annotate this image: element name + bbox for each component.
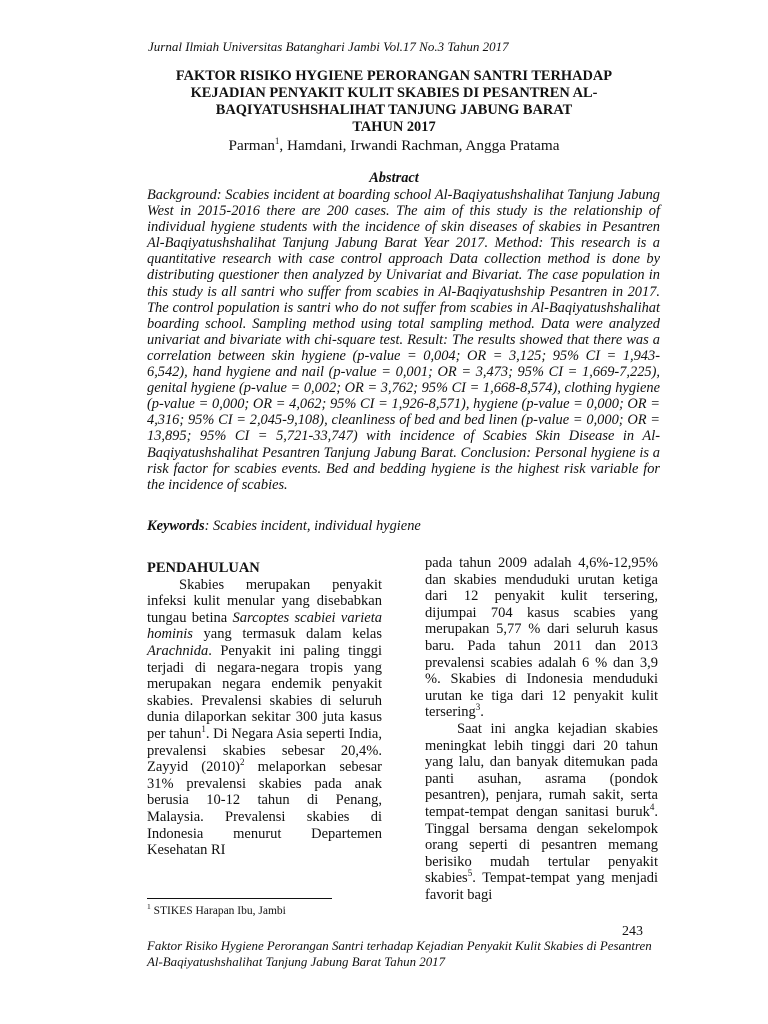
section-heading: PENDAHULUAN bbox=[147, 560, 260, 576]
title-line: FAKTOR RISIKO HYGIENE PERORANGAN SANTRI TERHADAP bbox=[175, 68, 613, 84]
citation-marker: 4 bbox=[649, 802, 655, 813]
other-authors: , Hamdani, Irwandi Rachman, Angga Pratama bbox=[279, 137, 560, 154]
paragraph bbox=[147, 577, 382, 859]
citation-marker: 3 bbox=[475, 702, 481, 713]
citation-marker: 1 bbox=[201, 724, 206, 735]
paragraph bbox=[425, 721, 658, 904]
footnote-text: STIKES Harapan Ibu, Jambi bbox=[150, 905, 286, 917]
affiliation-marker: 1 bbox=[274, 135, 280, 146]
abstract-body: Background: Scabies incident at boarding school Al-Baqiyatushshalihat Tanjung Jabung West in 2015-2016 there are 200 cases. The aim of this study is the relationship of individual hygiene students with the incidence of skin diseases of skabies in Pesantren Al-Baqiyatushshalihat Tanjung Jabung Barat Year 2017. Method: This research is a quantitative research with case control approach Data collection method is done by distributing questioner then analyzed by Univariat and Bivariat. The case population in this study is all santri who suffer from scabies in Al-Baqiyatushship Pesantren in 2017. The control population is santri who do not suffer from scabies in Al-Baqiyatushshalihat boarding school. Sampling method using total sampling method. Data were analyzed univariat and bivariate with chi-square test. Result: The results showed that there was a correlation between skin hygiene (p-value = 0,004; OR = 3,125; 95% CI = 1,943-6,542), hand hygiene and nail (p-value = 0,001; OR = 3,473; 95% CI = 1,669-7,225), genital hygiene (p-value = 0,002; OR = 3,762; 95% CI = 1,668-8,574), clothing hygiene (p-value = 0,000; OR = 4,062; 95% CI = 1,926-8,571), hygiene (p-value = 0,000; OR = 4,316; 95% CI = 2,045-9,108), cleanliness of bed and bed linen (p-value = 0,000; OR = 13,895; 95% CI = 5,721-33,747) with incidence of Scabies Skin Disease in Al-Baqiyatushshalihat Pesantren Tanjung Jabung Barat. Conclusion: Personal hygiene is a risk factor for scabies events. Bed and bedding hygiene is the highest risk variable for the incidence of scabies. bbox=[147, 187, 660, 493]
keywords-label: Keywords bbox=[147, 518, 205, 534]
text-run: Saat ini angka kejadian skabies meningkat lebih tinggi dari 20 tahun yang lalu, dan banyak ditemukan pada panti asuhan, asrama (pondok pesantren), penjara, rumah sakit, serta tempat-tempat dengan sanitasi buruk bbox=[425, 720, 658, 820]
right-column bbox=[425, 555, 658, 903]
keywords-text: : Scabies incident, individual hygiene bbox=[204, 518, 421, 534]
keywords bbox=[147, 518, 421, 535]
text-run: . Di Negara Asia seperti India, prevalensi skabies sebesar 20,4%. Zayyid (2010) bbox=[147, 725, 382, 776]
text-run: . Penyakit ini paling tinggi terjadi di negara-negara tropis yang merupakan negara endemik penyakit skabies. Prevalensi skabies di seluruh dunia dilaporkan sekitar 300 juta kasus per tahun bbox=[147, 642, 382, 742]
text-run: yang termasuk dalam kelas bbox=[192, 626, 382, 643]
footnote-divider bbox=[147, 898, 332, 899]
article-title bbox=[140, 68, 648, 136]
paragraph bbox=[425, 555, 658, 721]
title-line: BAQIYATUSHSHALIHAT TANJUNG JABUNG BARAT bbox=[215, 102, 573, 118]
left-column bbox=[147, 560, 382, 859]
citation-marker: 2 bbox=[239, 757, 245, 768]
text-run: . Tempat-tempat yang menjadi favorit bagi bbox=[425, 870, 658, 903]
running-footer: Faktor Risiko Hygiene Perorangan Santri terhadap Kejadian Penyakit Kulit Skabies di Pesantren Al-Baqiyatushshalihat Tanjung Jabung Barat Tahun 2017 bbox=[147, 939, 652, 969]
title-line: KEJADIAN PENYAKIT KULIT SKABIES DI PESANTREN AL- bbox=[190, 85, 598, 101]
text-run: pada tahun 2009 adalah 4,6%-12,95% dan skabies menduduki urutan ketiga dari 12 penyakit kulit tersering, dijumpai 704 kasus scabies yang merupakan 5,77 % dari seluruh kasus baru. Pada tahun 2011 dan 2013 prevalensi scabies adalah 6 % dan 3,9 %. Skabies di Indonesia menduduki urutan ke tiga dari 12 penyakit kulit tersering bbox=[425, 555, 658, 721]
text-run: . Tinggal bersama dengan sekelompok orang seperti di pesantren memang berisiko mudah tertular penyakit skabies bbox=[425, 803, 658, 887]
title-line: TAHUN 2017 bbox=[352, 119, 436, 135]
class-name: Arachnida bbox=[147, 642, 209, 659]
running-header: Jurnal Ilmiah Universitas Batanghari Jambi Vol.17 No.3 Tahun 2017 bbox=[148, 39, 509, 54]
text-run: Skabies merupakan penyakit infeksi kulit menular yang disebabkan tungau betina bbox=[147, 576, 382, 626]
footnote bbox=[147, 902, 286, 917]
first-author: Parman bbox=[228, 137, 275, 154]
text-run: melaporkan sebesar 31% prevalensi skabies pada anak berusia 10-12 tahun di Penang, Malaysia. Prevalensi skabies di Indonesia menurut Departemen Kesehatan RI bbox=[147, 759, 382, 859]
page-number: 243 bbox=[622, 924, 643, 939]
author-list bbox=[140, 137, 648, 155]
abstract-heading: Abstract bbox=[369, 170, 419, 186]
species-name: Sarcoptes scabiei varieta hominis bbox=[147, 609, 382, 643]
citation-marker: 5 bbox=[467, 868, 473, 879]
text-run: . bbox=[480, 704, 484, 721]
footnote-marker: 1 bbox=[147, 902, 151, 912]
